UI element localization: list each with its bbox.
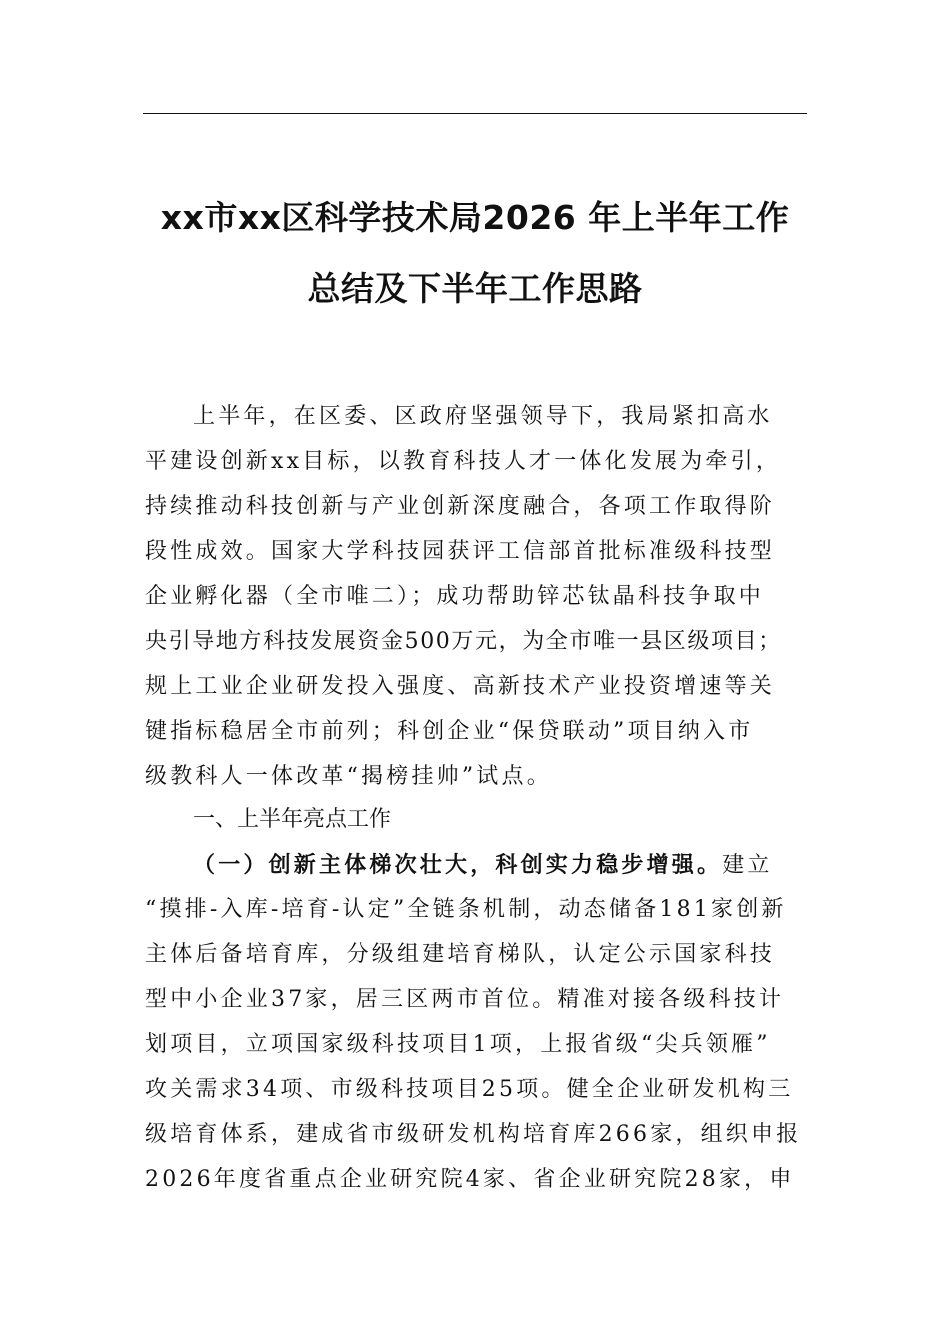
body-line: 攻关需求34项、市级科技项目25项。健全企业研发机构三 — [145, 1077, 794, 1102]
intro-line: 平建设创新xx目标，以教育科技人才一体化发展为牵引， — [145, 449, 782, 474]
body-line: 级培育体系，建成省市级研发机构培育库266家，组织申报 — [145, 1122, 802, 1147]
intro-line: 键指标稳居全市前列；科创企业“保贷联动”项目纳入市 — [145, 719, 754, 744]
body-line: 划项目，立项国家级科技项目1项，上报省级“尖兵领雁” — [145, 1032, 771, 1057]
body-line: 2026年度省重点企业研究院4家、省企业研究院28家，申 — [145, 1167, 795, 1192]
intro-line: 规上工业企业研发投入强度、高新技术产业投资增速等关 — [145, 674, 776, 699]
intro-line: 段性成效。国家大学科技园获评工信部首批标准级科技型 — [145, 539, 776, 564]
body-line: 型中小企业37家，居三区两市首位。精准对接各级科技计 — [145, 987, 785, 1012]
subsection-heading: （一）创新主体梯次壮大，科创实力稳步增强。 — [193, 852, 723, 878]
intro-line: 央引导地方科技发展资金500万元，为全市唯一县区级项目； — [145, 629, 782, 654]
subsection-first-line — [193, 850, 809, 881]
body-line: “摸排-入库-培育-认定”全链条机制，动态储备181家创新 — [145, 897, 787, 922]
body-line: 主体后备培育库，分级组建培育梯队，认定公示国家科技 — [145, 942, 776, 967]
document-title-line-1: xx市xx区科学技术局2026 年上半年工作 — [160, 198, 790, 237]
intro-line: 上半年，在区委、区政府坚强领导下，我局紧扣高水 — [193, 404, 773, 429]
intro-line: 级教科人一体改革“揭榜挂帅”试点。 — [145, 764, 552, 789]
intro-line: 持续推动科技创新与产业创新深度融合，各项工作取得阶 — [145, 494, 776, 519]
section-heading: 一、上半年亮点工作 — [193, 807, 392, 832]
document-title-line-2: 总结及下半年工作思路 — [307, 269, 643, 308]
subsection-lead-text: 建立 — [722, 853, 773, 878]
intro-line: 企业孵化器（全市唯二）；成功帮助锌芯钛晶科技争取中 — [145, 584, 765, 609]
header-rule — [143, 113, 807, 114]
